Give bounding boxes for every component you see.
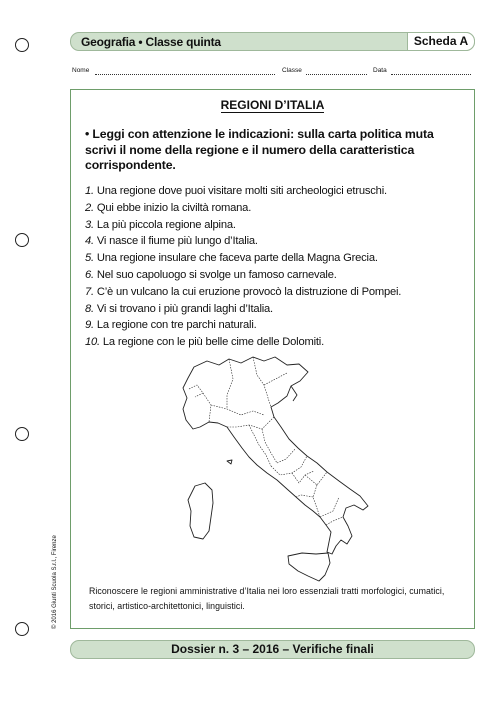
exercise-frame	[70, 89, 475, 629]
item-number: 9.	[85, 319, 94, 332]
item-text: La regione con tre parchi naturali.	[96, 319, 257, 332]
worksheet-tab: Scheda A	[407, 32, 475, 51]
item-text: Nel suo capoluogo si svolge un famoso carnevale.	[96, 268, 337, 281]
item-number: 7.	[85, 285, 94, 298]
student-fields	[70, 67, 475, 79]
item-text: Vi nasce il fiume più lungo d’Italia.	[96, 235, 258, 248]
italy-mainland-outline	[183, 357, 368, 554]
item-text: La regione con le più belle cime delle Dolomiti.	[102, 336, 324, 349]
item-text: C’è un vulcano la cui eruzione provocò la distruzione di Pompei.	[96, 285, 402, 298]
item-number: 1.	[85, 185, 94, 197]
class-field[interactable]	[306, 74, 367, 75]
date-field[interactable]	[391, 74, 471, 75]
list-item	[85, 317, 470, 334]
name-field[interactable]	[95, 74, 275, 75]
list-item	[85, 217, 470, 234]
clue-list	[85, 183, 470, 351]
item-text: La più piccola regione alpina.	[96, 218, 236, 231]
class-label: Classe	[282, 67, 302, 74]
binder-hole-top	[15, 38, 29, 52]
sardinia-outline	[188, 483, 213, 539]
item-number: 5.	[85, 252, 94, 265]
list-item	[85, 200, 470, 217]
title-text: REGIONI D’ITALIA	[220, 98, 325, 112]
name-label: Nome	[72, 67, 90, 74]
list-item	[85, 267, 470, 284]
list-item	[85, 250, 470, 267]
page-title	[71, 98, 474, 113]
item-number: 3.	[85, 218, 94, 231]
item-text: Vi si trovano i più grandi laghi d’Italia.	[96, 302, 273, 315]
list-item	[85, 183, 470, 200]
item-text: Qui ebbe inizio la civiltà romana.	[96, 201, 252, 214]
header-band	[70, 32, 475, 51]
binder-hole-upper-middle	[15, 233, 29, 247]
item-number: 4.	[85, 235, 94, 248]
item-text: Una regione insulare che faceva parte della Magna Grecia.	[96, 252, 378, 265]
subject-title: Geografia • Classe quinta	[81, 35, 221, 49]
list-item	[85, 233, 470, 250]
sicily-outline	[288, 553, 330, 581]
item-number: 8.	[85, 302, 94, 315]
date-label: Data	[373, 67, 387, 74]
item-text: Una regione dove puoi visitare molti siti archeologici etruschi.	[96, 185, 387, 197]
footer-band: Dossier n. 3 – 2016 – Verifiche finali	[70, 640, 475, 659]
binder-hole-lower-middle	[15, 427, 29, 441]
copyright-note: © 2016 Giunti Scuola S.r.l., Firenze	[52, 535, 58, 629]
region-borders	[189, 357, 343, 525]
italy-blank-map	[167, 345, 381, 598]
item-number: 6.	[85, 268, 94, 281]
list-item	[85, 284, 470, 301]
item-number: 10.	[85, 336, 100, 349]
learning-objective: Riconoscere le regioni amministrative d’Italia nei loro essenziali tratti morfologici, cumatici, storici, artistico-architettonici, linguistici.	[89, 586, 445, 611]
instruction-text: • Leggi con attenzione le indicazioni: sulla carta politica muta scrivi il nome della regione e il numero della caratteristica corrispondente.	[85, 127, 434, 172]
list-item	[85, 301, 470, 318]
binder-hole-bottom	[15, 622, 29, 636]
item-number: 2.	[85, 201, 94, 214]
